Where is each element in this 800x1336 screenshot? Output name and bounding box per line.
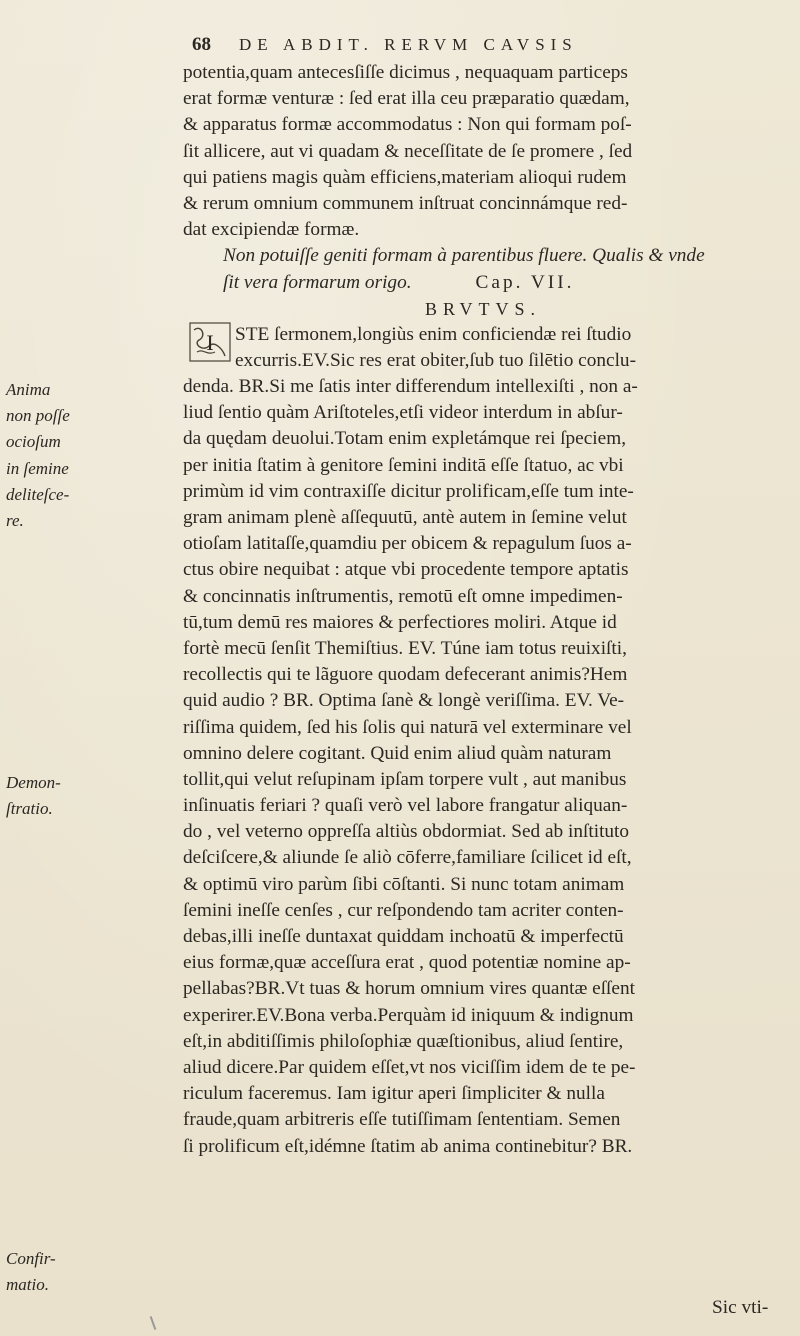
decorated-initial-icon [189, 322, 231, 362]
paragraph-continued [183, 60, 783, 243]
text-line: dat excipiendæ formæ. [183, 219, 360, 241]
margin-note-line: ocioſum [6, 432, 61, 452]
dialogue-line: tū,tum demū res maiores & perfectiores moliri. Atque id [183, 611, 617, 633]
dialogue-line: & concinnatis inſtrumentis, remotū eſt omne impedimen- [183, 585, 623, 607]
margin-note-line: matio. [6, 1275, 49, 1295]
dialogue-line: da quędam deuolui.Totam enim expletámque rei ſpeciem, [183, 428, 627, 450]
dialogue-line: STE ſermonem,longiùs enim conficiendæ rei ſtudio [235, 323, 632, 345]
dialogue-line: primùm id vim contraxiſſe dicitur prolificam,eſſe tum inte- [183, 480, 634, 502]
margin-note-anima [6, 377, 176, 534]
dialogue-line: pellabas?BR.Vt tuas & horum omnium vires quantæ eſſent [183, 978, 635, 1000]
margin-note-line: non poſſe [6, 406, 70, 426]
chapter-title-line-2-text: ſit vera formarum origo. [223, 271, 412, 293]
dialogue-line: do , vel veterno oppreſſa altiùs obdormiat. Sed ab inſtituto [183, 821, 630, 843]
chapter-number: Cap. VII. [475, 271, 575, 293]
dialogue-line: fraude,quam arbitreris eſſe tutiſſimam ſententiam. Semen [183, 1109, 621, 1131]
text-line: erat formæ venturæ : ſed erat illa ceu præparatio quædam, [183, 88, 630, 110]
page-mark [150, 1316, 157, 1330]
dialogue-line: eſt,in abditiſſimis philoſophiæ quæſtionibus, aliud ſentire, [183, 1030, 624, 1052]
dialogue-line: denda. BR.Si me ſatis inter differendum intellexiſti , non a- [183, 376, 638, 398]
chapter-title-line-2 [183, 270, 783, 296]
speaker-label: BRVTVS. [424, 298, 542, 319]
dialogue-line: riſſima quidem, ſed his ſolis qui naturā vel exterminare vel [183, 716, 632, 738]
dialogue-line: per initia ſtatim à genitore ſemini inditā eſſe ſtatuo, ac vbi [183, 454, 624, 476]
margin-note-confirmatio [6, 1246, 176, 1298]
text-line: ſit allicere, aut vi quadam & neceſſitate de ſe promere , ſed [183, 140, 633, 162]
page-number: 68 [192, 34, 211, 55]
svg-text:I: I [206, 329, 214, 355]
catchword: Sic vti- [712, 1297, 769, 1318]
text-line: qui patiens magis quàm efficiens,materiam alioqui rudem [183, 166, 627, 188]
dialogue-line: experirer.EV.Bona verba.Perquàm id iniquum & indignum [183, 1004, 634, 1026]
chapter-title-line-1: Non potuiſſe geniti formam à parentibus fluere. Qualis & vnde [223, 245, 705, 267]
dialogue-line: ſi prolificum eſt,idémne ſtatim ab anima continebitur? BR. [183, 1135, 633, 1157]
dialogue-line: quid audio ? BR. Optima ſanè & longè veriſſima. EV. Ve- [183, 690, 625, 712]
margin-note-line: in ſemine [6, 458, 69, 478]
dialogue-block [183, 322, 783, 1160]
dialogue-line: ſemini ineſſe cenſes , cur reſpondendo tam acriter conten- [183, 899, 624, 921]
running-title: DE ABDIT. RERVM CAVSIS [239, 35, 578, 54]
dialogue-line: inſinuatis feriari ? quaſi verò vel labore frangatur aliquan- [183, 795, 628, 817]
margin-note-line: Anima [6, 380, 51, 399]
margin-note-line: deliteſce- [6, 484, 70, 504]
margin-note-line: re. [6, 511, 24, 531]
text-line: potentia,quam antecesſiſſe dicimus , nequaquam particeps [183, 62, 628, 83]
dialogue-line: debas,illi ineſſe duntaxat quiddam inchoatū & imperfectū [183, 926, 624, 947]
dialogue-line: aliud dicere.Par quidem eſſet,vt nos viciſſim idem de te pe- [183, 1056, 636, 1078]
margin-note-demonstratio [6, 770, 176, 822]
dialogue-line: ctus obire nequibat : atque vbi procedente tempore aptatis [183, 559, 629, 581]
margin-note-line: Confir- [6, 1249, 56, 1268]
margin-note-line: Demon- [6, 773, 61, 792]
dialogue-paragraph [183, 322, 783, 1160]
dialogue-line: fortè mecū ſenſit Themiſtius. EV. Túne iam totus reuixiſti, [183, 637, 627, 659]
main-text [183, 60, 783, 1160]
text-line: & apparatus formæ accommodatus : Non qui formam poſ- [183, 114, 632, 136]
running-header [192, 30, 752, 60]
dialogue-line: & optimū viro parùm ſibi cōſtanti. Si nunc totam animam [183, 873, 625, 895]
text-line: & rerum omnium communem inſtruat concinnámque red- [183, 192, 628, 214]
dialogue-line: otioſam latitaſſe,quamdiu per obicem & repagulum ſuos a- [183, 533, 632, 555]
dialogue-line: recollectis qui te lãguore quodam defecerant animis?Hem [183, 664, 628, 686]
dialogue-line: deſciſcere,& aliunde ſe aliò cōferre,familiare ſcilicet id eſt, [183, 847, 632, 869]
dialogue-line: tollit,qui velut reſupinam ipſam torpere vult , aut manibus [183, 768, 627, 790]
dialogue-line: liud ſentio quàm Ariſtoteles,etſi videor interdum in abſur- [183, 402, 623, 424]
dialogue-line: omnino delere cogitant. Quid enim aliud quàm naturam [183, 742, 612, 764]
dialogue-line: riculum faceremus. Iam igitur aperi ſimpliciter & nulla [183, 1083, 605, 1105]
dialogue-line: excurris.EV.Sic res erat obiter,ſub tuo ſilētio conclu- [235, 349, 636, 371]
margin-note-line: ſtratio. [6, 799, 53, 819]
dialogue-line: eius formæ,quæ acceſſura erat , quod potentiæ nomine ap- [183, 952, 631, 974]
dialogue-line: gram animam plenè aſſequutū, antè autem in ſemine velut [183, 507, 627, 528]
